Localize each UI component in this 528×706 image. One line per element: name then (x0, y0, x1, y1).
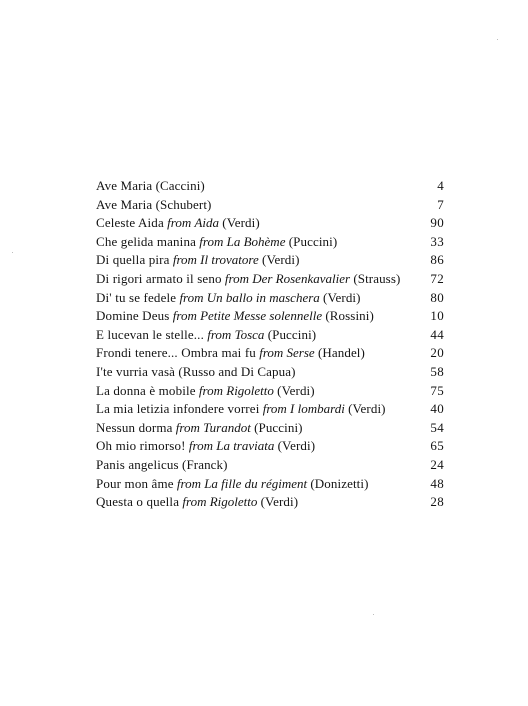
entry-title (96, 270, 404, 289)
composer-name: (Russo and Di Capua) (178, 363, 296, 379)
toc-entry (96, 493, 444, 512)
song-title: Pour mon âme (96, 475, 174, 491)
entry-title (96, 437, 404, 456)
page-number: 90 (430, 215, 444, 231)
page-number: 72 (430, 270, 444, 286)
song-title: Celeste Aida (96, 215, 164, 231)
toc-entry (96, 289, 444, 308)
toc-entry (96, 382, 444, 401)
song-title: Nessun dorma (96, 419, 173, 435)
song-title: La donna è mobile (96, 382, 196, 398)
page-number: 58 (430, 363, 444, 379)
composer-name: (Strauss) (353, 270, 401, 286)
entry-title (96, 251, 404, 270)
song-title: Che gelida manina (96, 233, 197, 249)
toc-entry (96, 270, 444, 289)
opera-title: I lombardi (290, 401, 345, 417)
entry-title (96, 177, 404, 196)
from-label: from (198, 382, 223, 398)
composer-name: (Handel) (317, 345, 365, 361)
entry-title (96, 382, 404, 401)
from-label: from (224, 270, 249, 286)
page-number: 10 (430, 308, 444, 324)
composer-name: (Verdi) (222, 215, 260, 231)
opera-title: Tosca (234, 326, 265, 342)
composer-name: (Verdi) (262, 252, 300, 268)
opera-title: La traviata (216, 438, 275, 454)
toc-entry (96, 475, 444, 494)
page-number: 44 (430, 326, 444, 342)
from-label: from (182, 494, 207, 510)
page-number: 7 (437, 196, 444, 212)
from-label: from (188, 438, 213, 454)
from-label: from (199, 233, 224, 249)
entry-title (96, 233, 404, 252)
song-title: I'te vurria vasà (96, 363, 176, 379)
page-number: 86 (430, 252, 444, 268)
toc-entry (96, 177, 444, 196)
from-label: from (167, 215, 192, 231)
composer-name: (Caccini) (155, 178, 205, 193)
from-label: from (176, 475, 201, 491)
opera-title: Aida (194, 215, 220, 231)
opera-title: Turandot (203, 419, 251, 435)
song-title: Ave Maria (96, 178, 153, 193)
song-title: Domine Deus (96, 308, 170, 324)
song-title: Questa o quella (96, 494, 180, 510)
toc-entry (96, 233, 444, 252)
page-number: 65 (430, 438, 444, 454)
table-of-contents (96, 177, 444, 512)
toc-entry (96, 214, 444, 233)
from-label: from (175, 419, 200, 435)
song-title: Di' tu se fedele (96, 289, 177, 305)
song-title: Frondi tenere... Ombra mai fu (96, 345, 256, 361)
toc-entry (96, 196, 444, 215)
opera-title: Rigoletto (209, 494, 258, 510)
page-number: 48 (430, 475, 444, 491)
toc-entry (96, 419, 444, 438)
entry-title (96, 400, 404, 419)
entry-title (96, 214, 404, 233)
composer-name: (Schubert) (155, 196, 212, 212)
page-number: 20 (430, 345, 444, 361)
toc-entry (96, 326, 444, 345)
toc-entry (96, 251, 444, 270)
composer-name: (Rossini) (325, 308, 374, 324)
toc-entry (96, 400, 444, 419)
opera-title: Il trovatore (200, 252, 259, 268)
composer-name: (Verdi) (260, 494, 299, 510)
song-title: Panis angelicus (96, 456, 179, 472)
opera-title: Der Rosenkavalier (252, 270, 351, 286)
page-number: 54 (430, 419, 444, 435)
song-title: La mia letizia infondere vorrei (96, 401, 260, 417)
opera-title: Rigoletto (226, 382, 274, 398)
from-label: from (172, 308, 197, 324)
paper-speck (497, 39, 498, 40)
composer-name: (Verdi) (277, 382, 315, 398)
opera-title: La Bohème (226, 233, 286, 249)
paper-speck (12, 252, 13, 253)
from-label: from (207, 326, 232, 342)
from-label: from (259, 345, 284, 361)
page-number: 33 (430, 233, 444, 249)
entry-title (96, 196, 404, 215)
paper-speck (373, 614, 374, 615)
composer-name: (Puccini) (288, 233, 338, 249)
page-number: 24 (430, 456, 444, 472)
composer-name: (Verdi) (323, 289, 361, 305)
page-number: 80 (430, 289, 444, 305)
entry-title (96, 419, 404, 438)
song-title: Oh mio rimorso! (96, 438, 186, 454)
entry-title (96, 493, 404, 512)
entry-title (96, 344, 404, 363)
entry-title (96, 456, 404, 475)
from-label: from (179, 289, 204, 305)
song-title: Di rigori armato il seno (96, 270, 222, 286)
page-number: 40 (430, 401, 444, 417)
opera-title: Un ballo in maschera (206, 289, 320, 305)
entry-title (96, 475, 404, 494)
toc-entry (96, 437, 444, 456)
entry-title (96, 363, 404, 382)
toc-entry (96, 363, 444, 382)
page-number: 28 (430, 494, 444, 510)
composer-name: (Franck) (182, 456, 228, 472)
entry-title (96, 307, 404, 326)
page-number: 75 (430, 382, 444, 398)
song-title: E lucevan le stelle... (96, 326, 204, 342)
song-title: Ave Maria (96, 196, 153, 212)
opera-title: Petite Messe solennelle (200, 308, 323, 324)
from-label: from (172, 252, 197, 268)
opera-title: La fille du régiment (204, 475, 308, 491)
composer-name: (Verdi) (348, 401, 386, 417)
toc-entry (96, 456, 444, 475)
composer-name: (Verdi) (277, 438, 316, 454)
entry-title (96, 289, 404, 308)
composer-name: (Donizetti) (310, 475, 369, 491)
song-title: Di quella pira (96, 252, 170, 268)
from-label: from (262, 401, 287, 417)
toc-entry (96, 307, 444, 326)
page-number: 4 (437, 178, 444, 193)
composer-name: (Puccini) (254, 419, 303, 435)
entry-title (96, 326, 404, 345)
toc-entry (96, 344, 444, 363)
opera-title: Serse (286, 345, 315, 361)
composer-name: (Puccini) (267, 326, 317, 342)
